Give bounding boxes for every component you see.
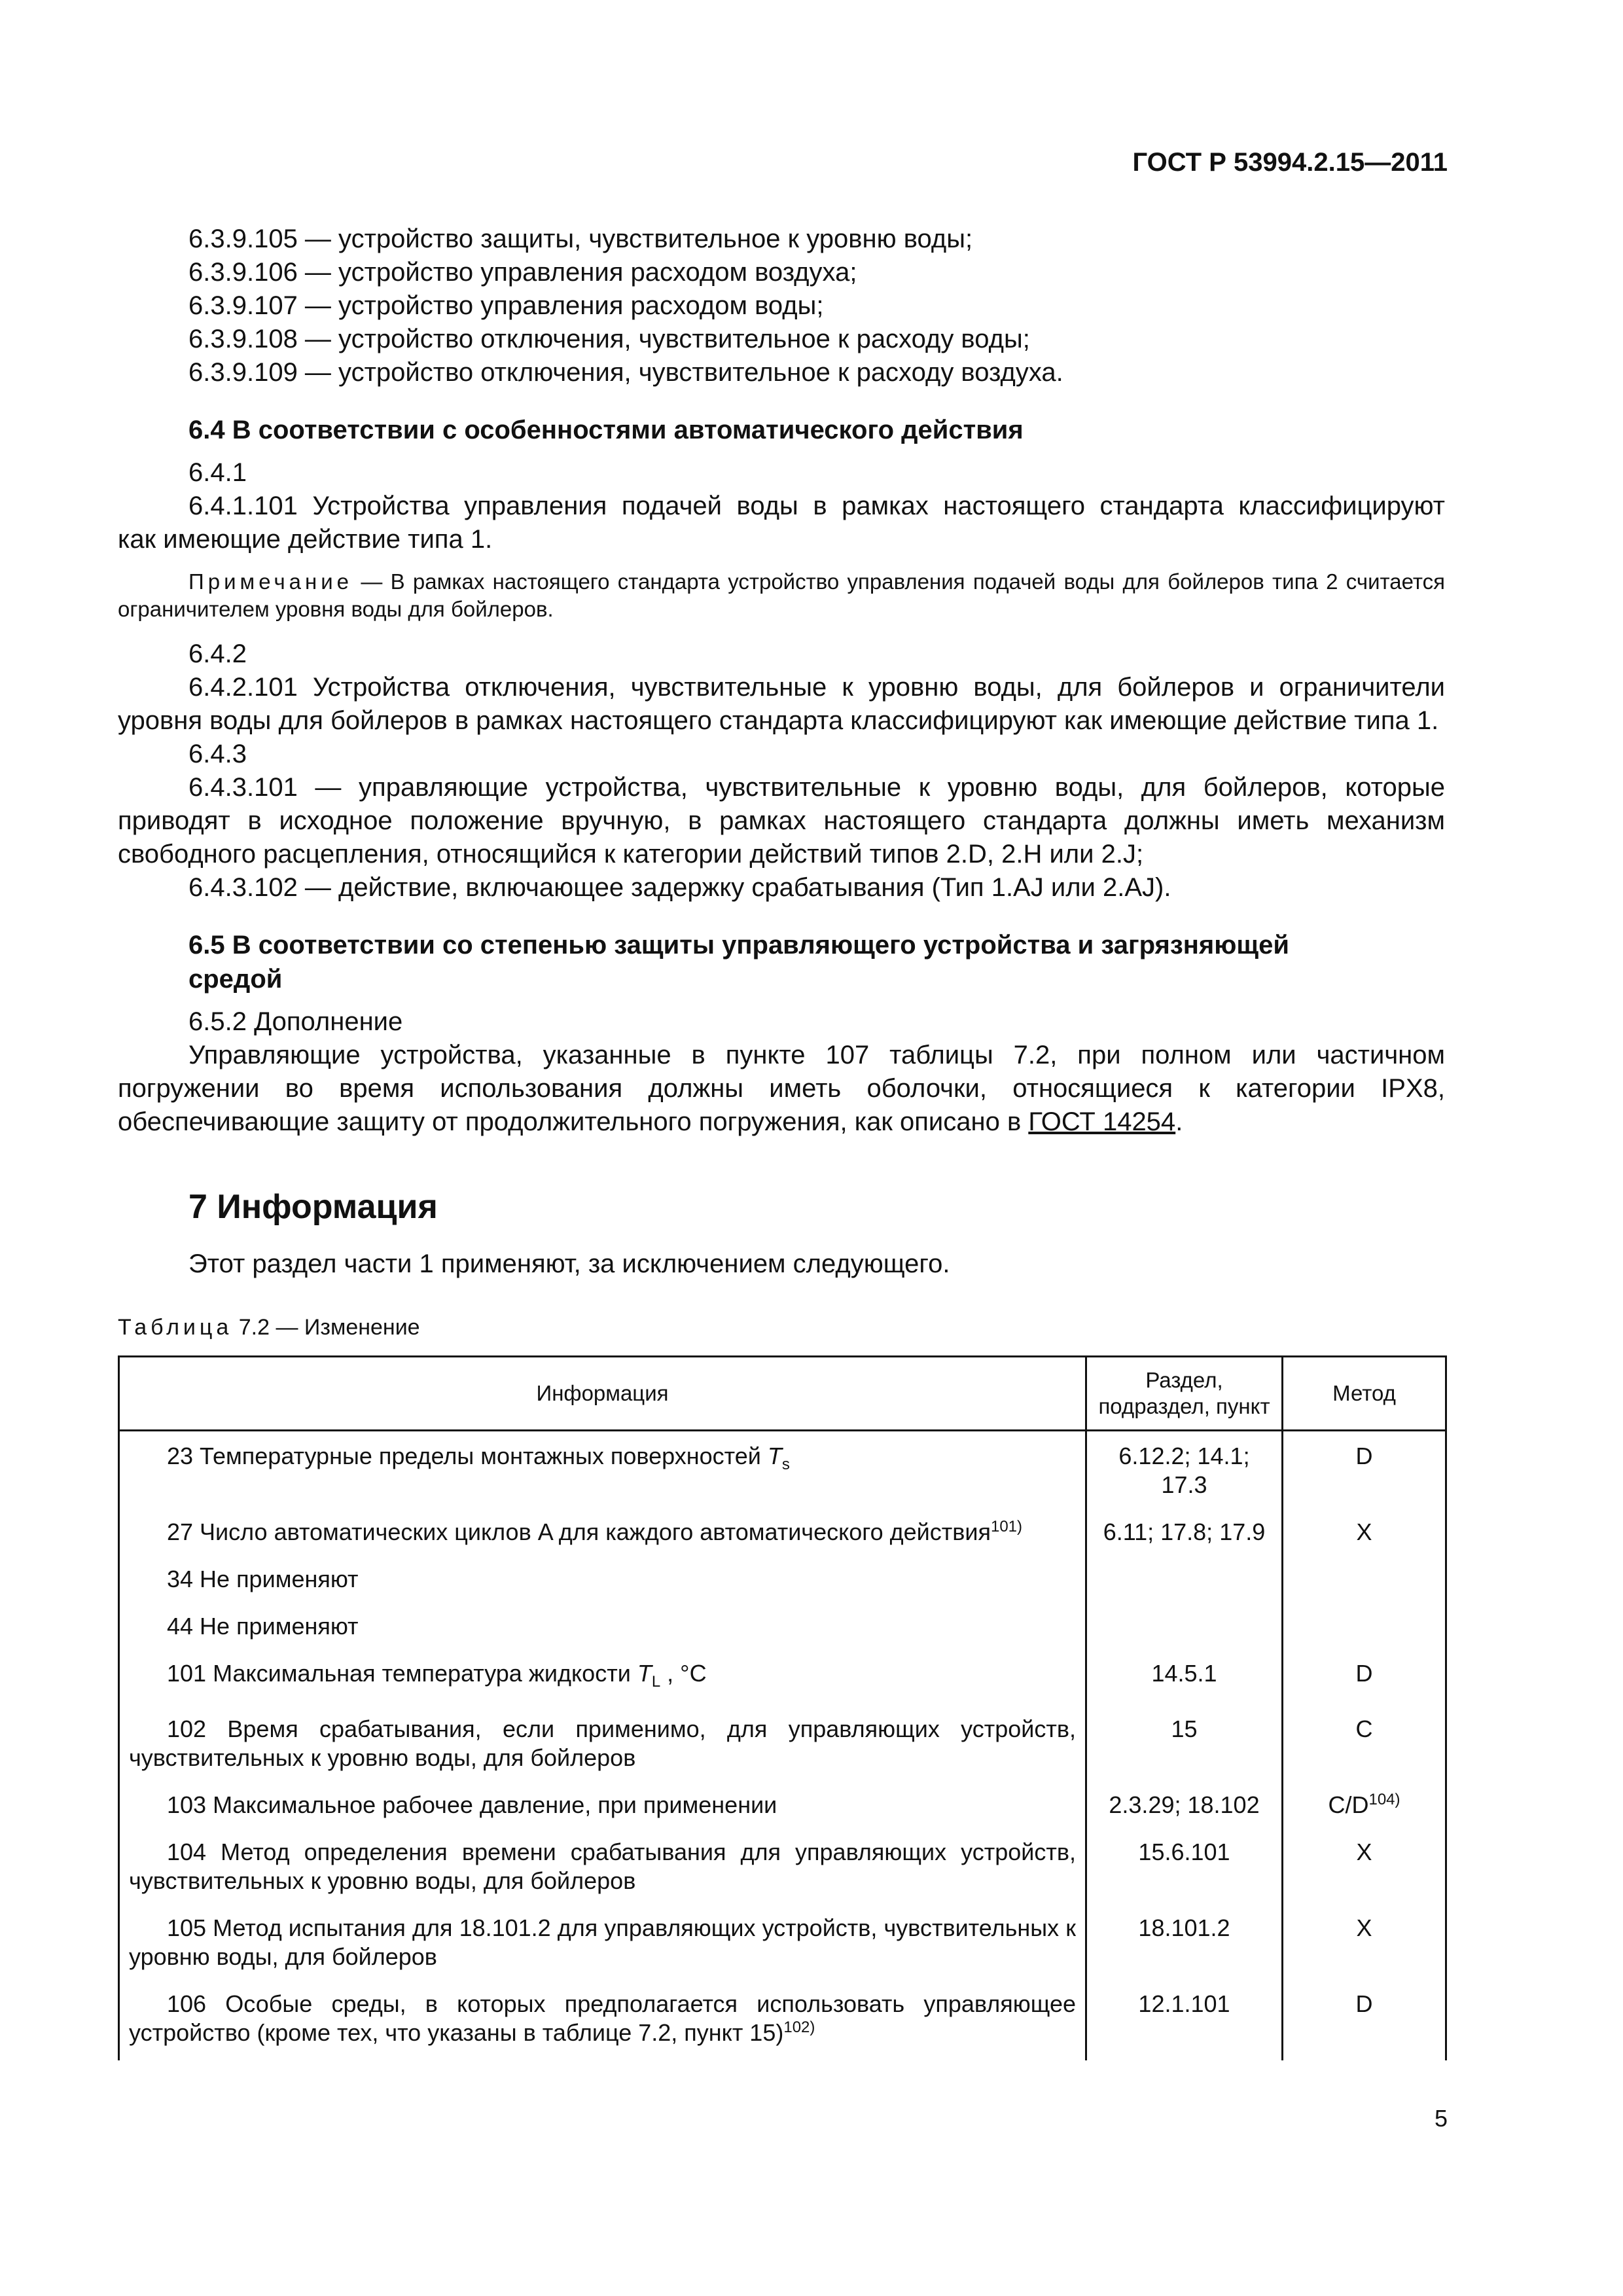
clause-6-4-1-101-line2: как имеющие действие типа 1. bbox=[118, 525, 493, 554]
cell-info bbox=[119, 1710, 1086, 1785]
page-number: 5 bbox=[1434, 2105, 1448, 2132]
section-ref: 6.12.2; 14.1; 17.3 bbox=[1118, 1443, 1250, 1498]
section-ref: 2.3.29; 18.102 bbox=[1109, 1791, 1260, 1819]
clause-6-5-2-body bbox=[118, 1039, 1445, 1139]
cell-info bbox=[119, 1560, 1086, 1607]
list-item: 6.3.9.106 — устройство управления расходом воздуха; bbox=[188, 258, 857, 287]
cell-method bbox=[1283, 1654, 1446, 1710]
section-6-5-title-line2: средой bbox=[188, 965, 283, 994]
header-section: Раздел, подраздел, пункт bbox=[1086, 1357, 1283, 1431]
cell-info bbox=[119, 1654, 1086, 1710]
info-text: 106 Особые среды, в которых предполагается использовать управляющее устройство (кроме тех, что указаны в таблице 7.2, пункт 15) bbox=[129, 1990, 1076, 2047]
gost-14254-link[interactable]: ГОСТ 14254 bbox=[1028, 1107, 1176, 1136]
table-row bbox=[119, 1513, 1446, 1560]
method-code: C/D bbox=[1328, 1791, 1369, 1819]
document-code: ГОСТ Р 53994.2.15—2011 bbox=[1132, 148, 1448, 177]
clause-6-4-2-101: 6.4.2.101 Устройства отключения, чувствительные к уровню воды, для бойлеров и ограничители уровня воды для бойлеров в рамках настоящего стандарта классифицируют как имеющие действие типа 1. bbox=[118, 673, 1445, 735]
cell-info bbox=[119, 1909, 1086, 1984]
table-row bbox=[119, 1431, 1446, 1513]
section-7-title: 7 Информация bbox=[188, 1188, 438, 1226]
cell-section bbox=[1086, 1654, 1283, 1710]
cell-section bbox=[1086, 1607, 1283, 1654]
table-caption-text: 7.2 — Изменение bbox=[232, 1315, 420, 1340]
table-row bbox=[119, 1560, 1446, 1607]
info-footnote-ref: 101) bbox=[990, 1518, 1023, 1535]
cell-section bbox=[1086, 1513, 1283, 1560]
info-text: 105 Метод испытания для 18.101.2 для управляющих устройств, чувствительных к уровню воды, для бойлеров bbox=[129, 1914, 1076, 1971]
clause-6-4-2: 6.4.2 bbox=[188, 639, 247, 668]
cell-info bbox=[119, 1984, 1086, 2060]
info-subscript: L bbox=[651, 1673, 661, 1691]
info-symbol: T bbox=[637, 1660, 652, 1687]
cell-section bbox=[1086, 1560, 1283, 1607]
cell-method bbox=[1283, 1607, 1446, 1654]
table-caption-label: Таблица bbox=[118, 1315, 233, 1340]
info-tail: , °C bbox=[660, 1660, 707, 1687]
method-code: X bbox=[1356, 1914, 1372, 1942]
note bbox=[118, 568, 1445, 623]
info-text: 44 Не применяют bbox=[167, 1613, 359, 1640]
table-row bbox=[119, 1909, 1446, 1984]
list-item: 6.3.9.105 — устройство защиты, чувствительное к уровню воды; bbox=[188, 224, 973, 253]
section-ref: 15.6.101 bbox=[1138, 1839, 1230, 1866]
cell-method bbox=[1283, 1984, 1446, 2060]
header-method: Метод bbox=[1283, 1357, 1446, 1431]
table-row bbox=[119, 1607, 1446, 1654]
list-6-3-9 bbox=[118, 223, 1445, 389]
table-row bbox=[119, 1833, 1446, 1909]
clause-6-5-2: 6.5.2 Дополнение bbox=[188, 1007, 403, 1036]
table-body bbox=[119, 1431, 1446, 2061]
info-text: 104 Метод определения времени срабатывания для управляющих устройств, чувствительных к уровню воды, для бойлеров bbox=[129, 1839, 1076, 1895]
cell-method bbox=[1283, 1833, 1446, 1909]
info-text: 27 Число автоматических циклов A для каждого автоматического действия bbox=[167, 1518, 991, 1545]
cell-method bbox=[1283, 1560, 1446, 1607]
method-code: D bbox=[1355, 1660, 1373, 1687]
table-row bbox=[119, 1785, 1446, 1833]
cell-info bbox=[119, 1833, 1086, 1909]
section-ref: 18.101.2 bbox=[1138, 1914, 1230, 1942]
table-header-row bbox=[119, 1357, 1446, 1431]
clause-6-4-3: 6.4.3 bbox=[188, 740, 247, 768]
cell-section bbox=[1086, 1710, 1283, 1785]
cell-section bbox=[1086, 1431, 1283, 1513]
header-info: Информация bbox=[119, 1357, 1086, 1431]
list-item: 6.3.9.107 — устройство управления расходом воды; bbox=[188, 291, 824, 320]
section-ref: 15 bbox=[1171, 1715, 1198, 1743]
method-code: C bbox=[1355, 1715, 1373, 1743]
note-label: Примечание bbox=[188, 569, 353, 594]
cell-info bbox=[119, 1513, 1086, 1560]
clause-6-4-1-101-line1: 6.4.1.101 Устройства управления подачей воды в рамках настоящего стандарта классифицируют bbox=[188, 492, 1445, 520]
note-text: — В рамках настоящего стандарта устройство управления подачей воды для бойлеров типа 2 считается ограничителем уровня воды для бойлеров. bbox=[118, 569, 1445, 621]
table-row bbox=[119, 1984, 1446, 2060]
clause-6-5-2-end: . bbox=[1175, 1107, 1183, 1136]
cell-method bbox=[1283, 1909, 1446, 1984]
info-text: 34 Не применяют bbox=[167, 1566, 359, 1592]
method-code: D bbox=[1355, 1443, 1373, 1469]
table-row bbox=[119, 1710, 1446, 1785]
clause-6-4-3-101: 6.4.3.101 — управляющие устройства, чувствительные к уровню воды, для бойлеров, которые приводят в исходное положение вручную, в рамках настоящего стандарта должны иметь механизм свободного расцепления, относящийся к категории действий типов 2.D, 2.H или 2.J; bbox=[118, 773, 1445, 869]
section-6-5-title bbox=[118, 928, 1445, 996]
method-code: D bbox=[1355, 1990, 1373, 2018]
cell-info bbox=[119, 1431, 1086, 1513]
info-footnote-ref: 102) bbox=[783, 2018, 815, 2037]
info-table bbox=[118, 1355, 1447, 2060]
cell-info bbox=[119, 1785, 1086, 1833]
cell-info bbox=[119, 1607, 1086, 1654]
info-text: 101 Максимальная температура жидкости bbox=[167, 1660, 637, 1687]
table-caption bbox=[118, 1314, 1445, 1341]
section-ref: 14.5.1 bbox=[1151, 1660, 1217, 1687]
table-row bbox=[119, 1654, 1446, 1710]
cell-section bbox=[1086, 1984, 1283, 2060]
info-text: 23 Температурные пределы монтажных поверхностей bbox=[167, 1443, 768, 1469]
section-ref: 6.11; 17.8; 17.9 bbox=[1103, 1518, 1266, 1545]
cell-section bbox=[1086, 1785, 1283, 1833]
method-code: X bbox=[1356, 1839, 1372, 1866]
cell-section bbox=[1086, 1909, 1283, 1984]
clause-6-4-3-102: 6.4.3.102 — действие, включающее задержку срабатывания (Тип 1.AJ или 2.AJ). bbox=[188, 873, 1171, 902]
section-6-5-title-line1: 6.5 В соответствии со степенью защиты управляющего устройства и загрязняющей bbox=[188, 931, 1289, 960]
clause-6-4-1: 6.4.1 bbox=[188, 458, 247, 487]
cell-method bbox=[1283, 1431, 1446, 1513]
info-text: 102 Время срабатывания, если применимо, для управляющих устройств, чувствительных к уровню воды, для бойлеров bbox=[129, 1715, 1076, 1772]
method-footnote-ref: 104) bbox=[1368, 1791, 1400, 1809]
section-7-intro: Этот раздел части 1 применяют, за исключением следующего. bbox=[188, 1249, 950, 1278]
section-ref: 12.1.101 bbox=[1138, 1990, 1230, 2018]
info-subscript: s bbox=[781, 1456, 790, 1474]
list-item: 6.3.9.108 — устройство отключения, чувствительное к расходу воды; bbox=[188, 325, 1030, 353]
info-symbol: T bbox=[767, 1443, 782, 1469]
section-6-4-title: 6.4 В соответствии с особенностями автоматического действия bbox=[188, 416, 1024, 444]
cell-method bbox=[1283, 1513, 1446, 1560]
method-code: X bbox=[1356, 1518, 1372, 1545]
page-content bbox=[118, 223, 1445, 2060]
cell-section bbox=[1086, 1833, 1283, 1909]
info-text: 103 Максимальное рабочее давление, при применении bbox=[167, 1791, 777, 1819]
cell-method bbox=[1283, 1710, 1446, 1785]
clause-6-5-2-text: Управляющие устройства, указанные в пункте 107 таблицы 7.2, при полном или частичном погружении во время использования должны иметь оболочки, относящиеся к категории IPX8, обеспечивающие защиту от продолжительного погружения, как описано в bbox=[118, 1041, 1445, 1136]
cell-method bbox=[1283, 1785, 1446, 1833]
list-item: 6.3.9.109 — устройство отключения, чувствительное к расходу воздуха. bbox=[188, 358, 1063, 387]
